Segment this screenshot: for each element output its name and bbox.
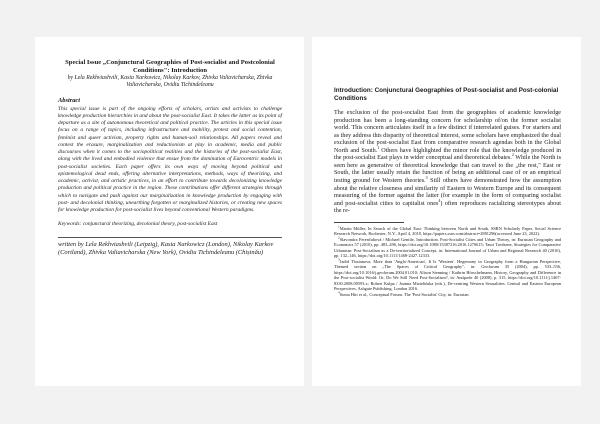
footnote-ref[interactable]: 3 — [425, 175, 428, 181]
right-page — [312, 37, 581, 386]
footnote-number: 3 — [338, 257, 340, 262]
keywords: Keywords: conjunctural theorizing, decolonial theory, post-socialist East — [58, 221, 218, 228]
footnote — [334, 224, 561, 240]
footnote-number: 2 — [338, 235, 340, 240]
body-text-part: While the North is seen here as generative of theoretical knowledge that can travel to the „the rest," East or South, the latter usually retain the function of being an additional case of or an empirical testing ground for Western theories. — [334, 155, 561, 185]
footnote-number: 4 — [338, 290, 340, 295]
body-text-part: ) often reproduces racializing stereotypes about the re- — [334, 200, 561, 215]
footnotes — [334, 226, 561, 298]
footnote — [334, 235, 561, 262]
issue-title: Special Issue „Conjunctural Geographies of Post-socialist and Postcolonial Conditions": Introduction — [65, 59, 275, 74]
body-text-part: Others have highlighted the minor role that the knowledge produced in the post-socialist East plays in wider conceptual and theoretical debates. — [334, 147, 561, 162]
footnote-rule — [334, 222, 404, 223]
footnote-ref[interactable]: 4 — [438, 197, 441, 203]
abstract-heading: Abstract — [58, 96, 81, 104]
footnote-ref[interactable]: 1 — [377, 144, 380, 150]
footnote-text: Sonia Hirt et al., Conceptual Forum. The 'Post-Socialist' City, in: Eurasian — [339, 291, 469, 297]
intro-body — [334, 110, 561, 216]
intro-title: Introduction: Conjunctural Geographies of Post-socialist and Post-colonial Conditions — [334, 87, 559, 102]
footnote-text: Slavomíra Ferenčuhová / Michael Gentile, Introduction. Post-Socialist Cities and Urban Theory, in: Eurasian Geography and Economics 57 (2016), pp. 483–496, https://doi.org/10.1080/15387216.2016.1270615; Tauri Tuvikene, Strategies for Comparative Urbanism: Post-Socialism as a De-territorialized Concept, in: International Journal of Urban and Regional Research 40 (2016), pp. 132–146, https://doi.org/10.1111/1468-2427.12333. — [334, 236, 561, 259]
footnote-text: Martin Müller, In Search of the Global East: Thinking between North and South, SSRN Scholarly Paper, Social Science Research Network, Rochester, N.Y., April 4, 2018, https://papers.ssrn.com/abstract=2881296(accessed June 23, 2022). — [334, 225, 561, 237]
issue-authors: by Lela Rekhviashvili, Kasia Narkowicz, Nikolay Karkov, Zhivka Valiavicharska, Zhivka Valiavicharska, Ovidiu Tichindeleanu — [67, 75, 273, 89]
abstract-text: This special issue is part of the ongoing efforts of scholars, artists and activists to challenge knowledge production hierarchies in and about the post-socialist East. It takes the latter as its point of departure as a site of autonomous theoretical and political practice. The articles in this special issue focus on a range of topics, including infrastructure and mobility, protest and social contention, feminist and queer activism, property rights and human-soil relationships. All papers reveal and contest the erasure, marginalization and reductionism at play in academic, media and public discourses when it comes to the sociopolitical realities and the histories of the post-socialist East, along with the lived and embodied violence that ensue from the domination of Eurocentric models in post-socialist societies. Each paper offers its own ways of moving beyond political and epistemological dead ends, offering alternative interpretations, methods, ways of theorizing, and academic, activist, and artistic practices, in an effort to contribute towards decolonizing knowledge production and political practice in the region. These contributions offer different strategies through which to navigate and push against our marginalization in knowledge production by engaging with post- and decolonial thinking, unearthing forgotten or marginalized histories, or creating new spaces for knowledge production for post-socialist lives beyond conventional Western paradigms. — [58, 105, 282, 214]
footnote-text: Jadid Tlostanova, More than 'Anglo-American', It Is 'Western'. Hegemony in Geography from a Hungarian Perspective, Themed section on „The Spaces of Critical Geography", in: Geoforum 35 (2004), pp. 533–536, https://doi.org/10.1016/j.geoforum.2004.01.010; Alison Stenning / Kathrin Hörschelmann, History, Geography and Difference in the Post-socialist World: Or, Do We Still Need Post-Socialism?, in: Antipode 40 (2008), p. 315, https://doi.org/10.1111/j.1467-8330.2008.00593.x; Robert Kulpa / Joanna Mizielińska (eds.), De-centring Western Sexualities. Central and Eastern European Perspectives, Ashgate Publishing, London 2016. — [334, 258, 561, 292]
left-page — [35, 37, 304, 386]
footnote — [334, 292, 561, 298]
separator-rule — [58, 237, 282, 238]
footnote-ref[interactable]: 2 — [511, 152, 514, 158]
written-by: written by Lela Rekhviashvili (Leipzig), Kasia Narkowicz (London), Nikolay Karkov (Cortland), Zhivka Valiavicharska (New York), Ovidiu Tichindeleanu (Chișinău) — [58, 240, 274, 256]
body-text-part: The exclusion of the post-socialist East from the geographies of academic knowledge production has been a long-standing concern for scholarship of/on the former socialist world. This concern articulates itself in a few distinct if interrelated guises. For starters and as they address this disparity of theoretical interest, some scholars have emphasized the dual exclusion of the post-socialist East from comparative research agendas both in the Global North and South. — [334, 110, 561, 154]
body-text-part: Still others have demonstrated how the assumption about the relative closeness and similarity of Eastern to Western Europe and its consequent measuring of the former against the latter (for example in the form of comparing socialist and post-socialist cities to capitalist ones — [334, 178, 561, 207]
footnote-number: 1 — [338, 224, 340, 229]
